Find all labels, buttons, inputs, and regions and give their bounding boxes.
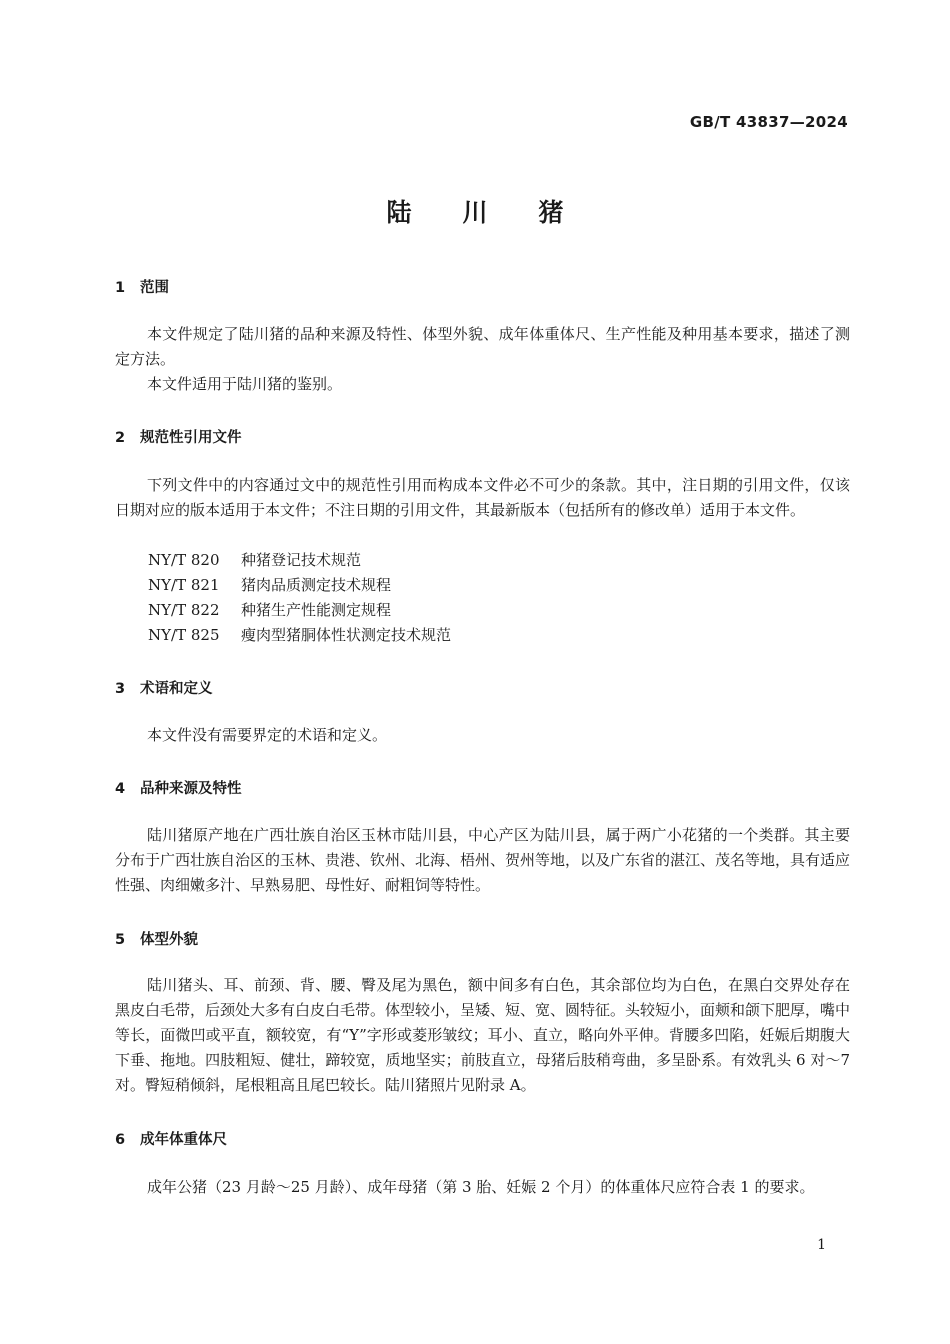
paragraph: 下列文件中的内容通过文中的规范性引用而构成本文件必不可少的条款。其中，注日期的引用文件，仅该日期对应的版本适用于本文件；不注日期的引用文件，其最新版本（包括所有的修改单）适用于本文件。 [115,476,850,519]
section-number: 6 [115,1132,126,1148]
section-number: 2 [115,430,126,446]
section-heading-5 [115,928,198,949]
reference-title: 种猪登记技术规范 [241,551,362,569]
paragraph: 本文件规定了陆川猪的品种来源及特性、体型外貌、成年体重体尺、生产性能及种用基本要求，描述了测定方法。 [115,325,850,368]
section-heading-6 [115,1128,227,1149]
reference-code: NY/T 821 [148,576,220,594]
document-title: 陆川猪 [386,198,615,227]
section-number: 4 [115,781,126,797]
section-heading-2 [115,426,242,447]
section-title: 体型外貌 [140,932,198,948]
reference-item [148,573,391,598]
page-number: 1 [817,1237,826,1253]
section-number: 5 [115,932,126,948]
reference-title: 种猪生产性能测定规程 [241,601,392,619]
section-heading-4 [115,777,242,798]
section-number: 1 [115,280,126,296]
reference-title: 瘦肉型猪胴体性状测定技术规范 [241,626,452,644]
paragraph: 本文件没有需要界定的术语和定义。 [147,726,388,744]
reference-item [148,623,451,648]
reference-code: NY/T 825 [148,626,220,644]
section-title: 成年体重体尺 [140,1132,227,1148]
paragraph: 陆川猪原产地在广西壮族自治区玉林市陆川县，中心产区为陆川县，属于两广小花猪的一个类群。其主要分布于广西壮族自治区的玉林、贵港、钦州、北海、梧州、贺州等地，以及广东省的湛江、茂名等地，具有适应性强、肉细嫩多汁、早熟易肥、母性好、耐粗饲等特性。 [115,826,851,894]
section-title: 品种来源及特性 [140,781,242,797]
reference-title: 猪肉品质测定技术规程 [241,576,392,594]
paragraph: 本文件适用于陆川猪的鉴别。 [147,375,343,393]
reference-code: NY/T 822 [148,601,220,619]
section-heading-3 [115,677,213,698]
section-heading-1 [115,276,169,297]
section-title: 规范性引用文件 [140,430,242,446]
reference-item [148,598,391,623]
paragraph: 成年公猪（23 月龄～25 月龄）、成年母猪（第 3 胎、妊娠 2 个月）的体重体尺应符合表 1 的要求。 [147,1178,815,1196]
standard-code: GB/T 43837—2024 [689,113,848,131]
section-title: 术语和定义 [140,681,213,697]
section-title: 范围 [140,280,169,296]
paragraph: 陆川猪头、耳、前颈、背、腰、臀及尾为黑色，额中间多有白色，其余部位均为白色，在黑白交界处存在黑皮白毛带，后颈处大多有白皮白毛带。体型较小，呈矮、短、宽、圆特征。头较短小，面颊和颌下肥厚，嘴中等长，面微凹或平直，额较宽，有“Y”字形或菱形皱纹；耳小、直立，略向外平伸。背腰多凹陷，妊娠后期腹大下垂、拖地。四肢粗短、健壮，蹄较宽，质地坚实；前肢直立，母猪后肢稍弯曲，多呈卧系。有效乳头 6 对～7 对。臀短稍倾斜，尾根粗高且尾巴较长。陆川猪照片见附录 A。 [115,976,851,1094]
reference-item [148,548,361,573]
reference-code: NY/T 820 [148,551,220,569]
section-number: 3 [115,681,126,697]
